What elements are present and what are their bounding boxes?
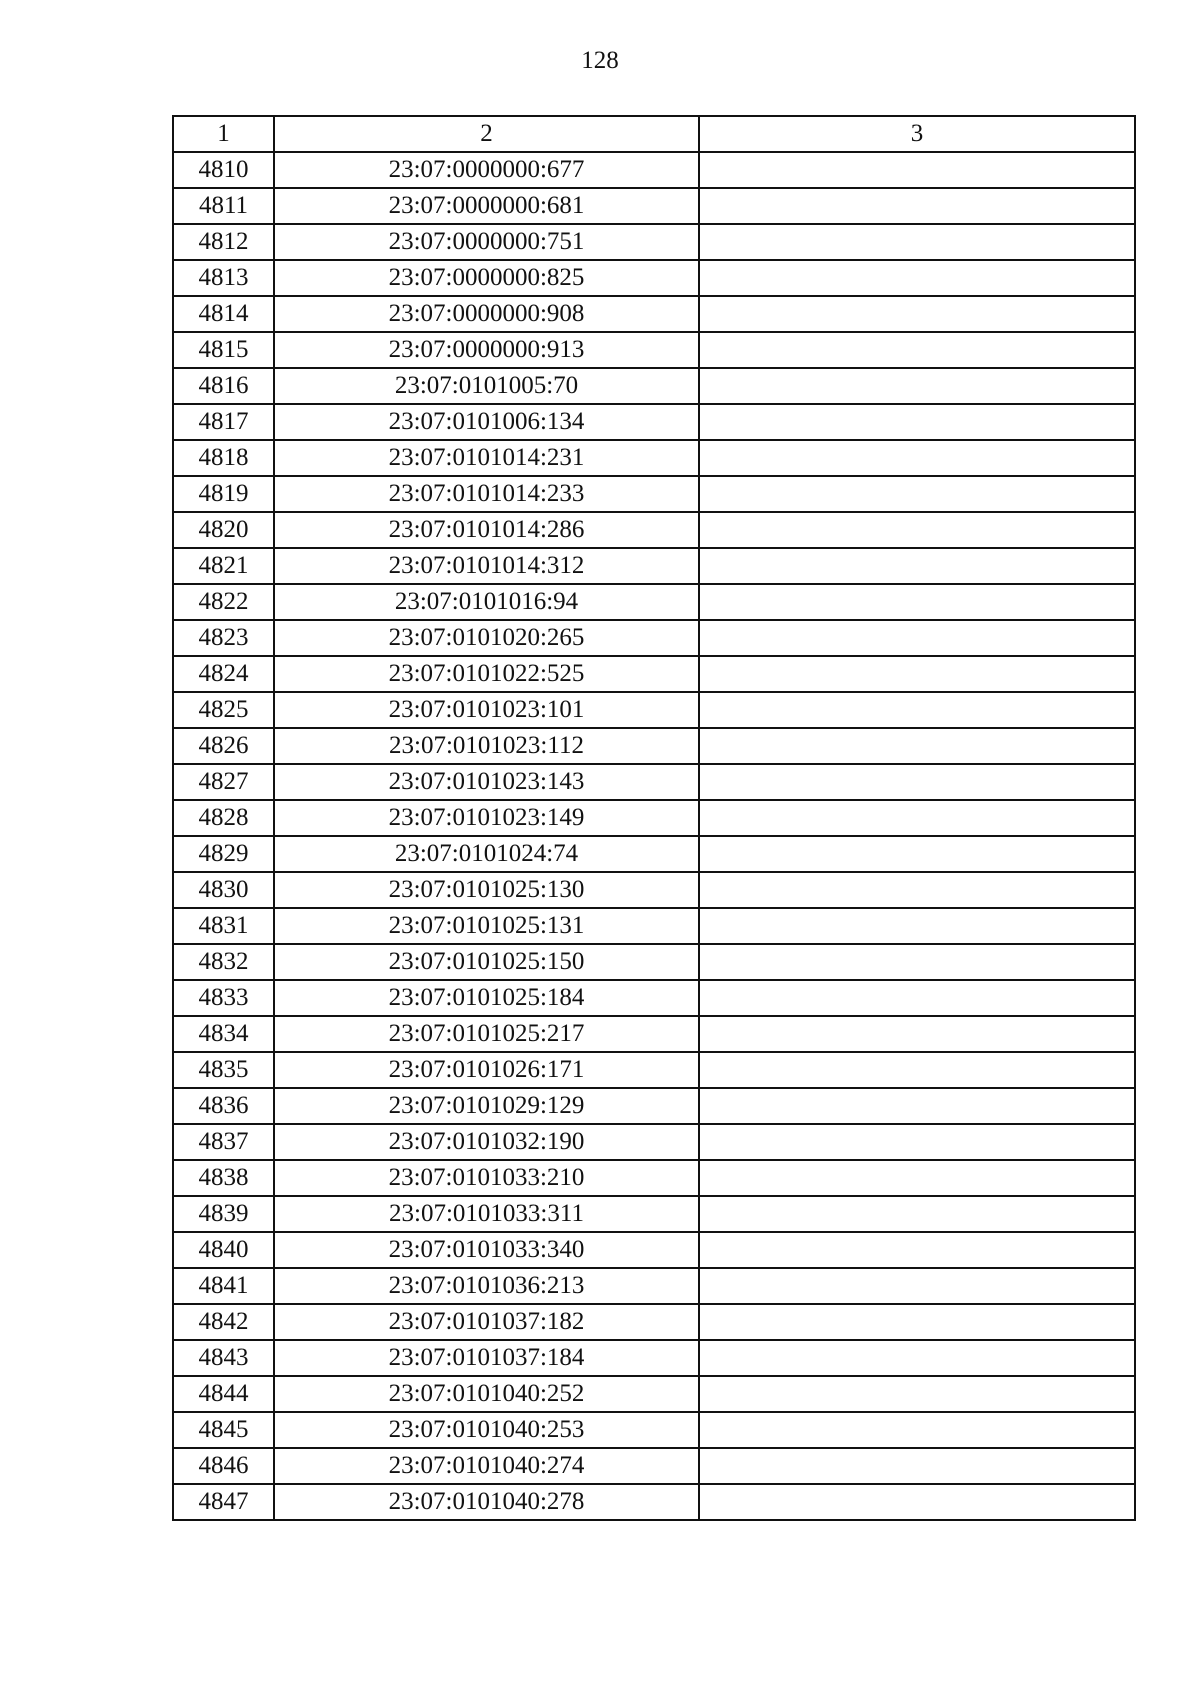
table-row <box>173 1484 1135 1520</box>
table-row <box>173 188 1135 224</box>
cadastral-number-cell: 23:07:0101026:171 <box>274 1052 699 1088</box>
table-row <box>173 152 1135 188</box>
table-row <box>173 1016 1135 1052</box>
row-number-cell: 4827 <box>173 764 274 800</box>
cadastral-number-cell: 23:07:0101025:150 <box>274 944 699 980</box>
row-number-cell: 4847 <box>173 1484 274 1520</box>
row-number-cell: 4821 <box>173 548 274 584</box>
row-number-cell: 4833 <box>173 980 274 1016</box>
table-row <box>173 620 1135 656</box>
cadastral-number-cell: 23:07:0101025:131 <box>274 908 699 944</box>
note-cell <box>699 908 1135 944</box>
note-cell <box>699 620 1135 656</box>
row-number-cell: 4811 <box>173 188 274 224</box>
table-row <box>173 836 1135 872</box>
note-cell <box>699 152 1135 188</box>
note-cell <box>699 1412 1135 1448</box>
table-row <box>173 1232 1135 1268</box>
page-number: 128 <box>581 47 619 74</box>
row-number-cell: 4846 <box>173 1448 274 1484</box>
table-row <box>173 764 1135 800</box>
row-number-cell: 4829 <box>173 836 274 872</box>
row-number-cell: 4839 <box>173 1196 274 1232</box>
table-row <box>173 404 1135 440</box>
note-cell <box>699 1340 1135 1376</box>
table-row <box>173 1160 1135 1196</box>
note-cell <box>699 1268 1135 1304</box>
table-row <box>173 224 1135 260</box>
note-cell <box>699 440 1135 476</box>
row-number-cell: 4843 <box>173 1340 274 1376</box>
header-cell-column-1: 1 <box>173 116 274 152</box>
row-number-cell: 4812 <box>173 224 274 260</box>
table-row <box>173 584 1135 620</box>
table-row <box>173 944 1135 980</box>
cadastral-number-cell: 23:07:0101020:265 <box>274 620 699 656</box>
table-row <box>173 1088 1135 1124</box>
note-cell <box>699 260 1135 296</box>
table-row <box>173 1304 1135 1340</box>
table-body <box>173 116 1135 1520</box>
cadastral-number-cell: 23:07:0000000:908 <box>274 296 699 332</box>
table-row <box>173 1340 1135 1376</box>
note-cell <box>699 1196 1135 1232</box>
note-cell <box>699 728 1135 764</box>
note-cell <box>699 476 1135 512</box>
note-cell <box>699 980 1135 1016</box>
header-cell-column-3: 3 <box>699 116 1135 152</box>
note-cell <box>699 656 1135 692</box>
table-row <box>173 1412 1135 1448</box>
note-cell <box>699 368 1135 404</box>
note-cell <box>699 1448 1135 1484</box>
cadastral-number-cell: 23:07:0101006:134 <box>274 404 699 440</box>
row-number-cell: 4816 <box>173 368 274 404</box>
table-row <box>173 1448 1135 1484</box>
cadastral-number-cell: 23:07:0101016:94 <box>274 584 699 620</box>
cadastral-number-cell: 23:07:0101040:253 <box>274 1412 699 1448</box>
cadastral-number-cell: 23:07:0101025:130 <box>274 872 699 908</box>
header-cell-column-2: 2 <box>274 116 699 152</box>
cadastral-number-cell: 23:07:0101023:149 <box>274 800 699 836</box>
table-row <box>173 692 1135 728</box>
row-number-cell: 4841 <box>173 1268 274 1304</box>
note-cell <box>699 692 1135 728</box>
note-cell <box>699 332 1135 368</box>
row-number-cell: 4842 <box>173 1304 274 1340</box>
table-row <box>173 872 1135 908</box>
cadastral-number-cell: 23:07:0000000:913 <box>274 332 699 368</box>
cadastral-number-cell: 23:07:0000000:825 <box>274 260 699 296</box>
note-cell <box>699 944 1135 980</box>
row-number-cell: 4819 <box>173 476 274 512</box>
row-number-cell: 4831 <box>173 908 274 944</box>
table-row <box>173 512 1135 548</box>
cadastral-number-cell: 23:07:0101022:525 <box>274 656 699 692</box>
cadastral-number-cell: 23:07:0101040:274 <box>274 1448 699 1484</box>
table-header-row <box>173 116 1135 152</box>
note-cell <box>699 188 1135 224</box>
row-number-cell: 4820 <box>173 512 274 548</box>
note-cell <box>699 1052 1135 1088</box>
cadastral-number-cell: 23:07:0000000:751 <box>274 224 699 260</box>
row-number-cell: 4835 <box>173 1052 274 1088</box>
note-cell <box>699 1124 1135 1160</box>
row-number-cell: 4825 <box>173 692 274 728</box>
row-number-cell: 4826 <box>173 728 274 764</box>
row-number-cell: 4810 <box>173 152 274 188</box>
row-number-cell: 4844 <box>173 1376 274 1412</box>
row-number-cell: 4828 <box>173 800 274 836</box>
cadastral-number-cell: 23:07:0101040:278 <box>274 1484 699 1520</box>
row-number-cell: 4837 <box>173 1124 274 1160</box>
table-row <box>173 440 1135 476</box>
table-row <box>173 728 1135 764</box>
cadastral-number-cell: 23:07:0101040:252 <box>274 1376 699 1412</box>
note-cell <box>699 800 1135 836</box>
row-number-cell: 4830 <box>173 872 274 908</box>
note-cell <box>699 224 1135 260</box>
table-row <box>173 476 1135 512</box>
note-cell <box>699 1232 1135 1268</box>
cadastral-number-cell: 23:07:0101037:182 <box>274 1304 699 1340</box>
table-row <box>173 548 1135 584</box>
row-number-cell: 4834 <box>173 1016 274 1052</box>
cadastral-number-cell: 23:07:0101014:233 <box>274 476 699 512</box>
cadastral-number-cell: 23:07:0101005:70 <box>274 368 699 404</box>
cadastral-number-cell: 23:07:0101029:129 <box>274 1088 699 1124</box>
note-cell <box>699 1088 1135 1124</box>
row-number-cell: 4832 <box>173 944 274 980</box>
note-cell <box>699 548 1135 584</box>
cadastral-number-table <box>172 115 1136 1521</box>
note-cell <box>699 296 1135 332</box>
cadastral-number-cell: 23:07:0101014:231 <box>274 440 699 476</box>
row-number-cell: 4815 <box>173 332 274 368</box>
table-row <box>173 1052 1135 1088</box>
note-cell <box>699 1484 1135 1520</box>
note-cell <box>699 1304 1135 1340</box>
note-cell <box>699 512 1135 548</box>
table-row <box>173 800 1135 836</box>
row-number-cell: 4838 <box>173 1160 274 1196</box>
note-cell <box>699 764 1135 800</box>
cadastral-number-cell: 23:07:0101014:312 <box>274 548 699 584</box>
table-row <box>173 908 1135 944</box>
row-number-cell: 4840 <box>173 1232 274 1268</box>
row-number-cell: 4824 <box>173 656 274 692</box>
row-number-cell: 4817 <box>173 404 274 440</box>
note-cell <box>699 1016 1135 1052</box>
note-cell <box>699 404 1135 440</box>
row-number-cell: 4845 <box>173 1412 274 1448</box>
note-cell <box>699 872 1135 908</box>
cadastral-number-cell: 23:07:0101033:210 <box>274 1160 699 1196</box>
cadastral-number-cell: 23:07:0000000:677 <box>274 152 699 188</box>
cadastral-number-cell: 23:07:0101023:143 <box>274 764 699 800</box>
row-number-cell: 4822 <box>173 584 274 620</box>
table-row <box>173 980 1135 1016</box>
cadastral-number-cell: 23:07:0101014:286 <box>274 512 699 548</box>
cadastral-number-cell: 23:07:0000000:681 <box>274 188 699 224</box>
table-row <box>173 1124 1135 1160</box>
row-number-cell: 4836 <box>173 1088 274 1124</box>
cadastral-number-cell: 23:07:0101025:184 <box>274 980 699 1016</box>
cadastral-number-cell: 23:07:0101023:112 <box>274 728 699 764</box>
row-number-cell: 4823 <box>173 620 274 656</box>
table-row <box>173 1268 1135 1304</box>
table-row <box>173 260 1135 296</box>
cadastral-number-cell: 23:07:0101032:190 <box>274 1124 699 1160</box>
note-cell <box>699 1376 1135 1412</box>
table-row <box>173 656 1135 692</box>
row-number-cell: 4818 <box>173 440 274 476</box>
table-row <box>173 1376 1135 1412</box>
row-number-cell: 4814 <box>173 296 274 332</box>
note-cell <box>699 584 1135 620</box>
cadastral-number-cell: 23:07:0101036:213 <box>274 1268 699 1304</box>
table-row <box>173 1196 1135 1232</box>
cadastral-number-cell: 23:07:0101033:311 <box>274 1196 699 1232</box>
cadastral-number-cell: 23:07:0101033:340 <box>274 1232 699 1268</box>
note-cell <box>699 1160 1135 1196</box>
cadastral-number-cell: 23:07:0101037:184 <box>274 1340 699 1376</box>
cadastral-number-cell: 23:07:0101023:101 <box>274 692 699 728</box>
row-number-cell: 4813 <box>173 260 274 296</box>
note-cell <box>699 836 1135 872</box>
table-row <box>173 368 1135 404</box>
table-row <box>173 332 1135 368</box>
cadastral-number-cell: 23:07:0101025:217 <box>274 1016 699 1052</box>
cadastral-number-cell: 23:07:0101024:74 <box>274 836 699 872</box>
table-row <box>173 296 1135 332</box>
